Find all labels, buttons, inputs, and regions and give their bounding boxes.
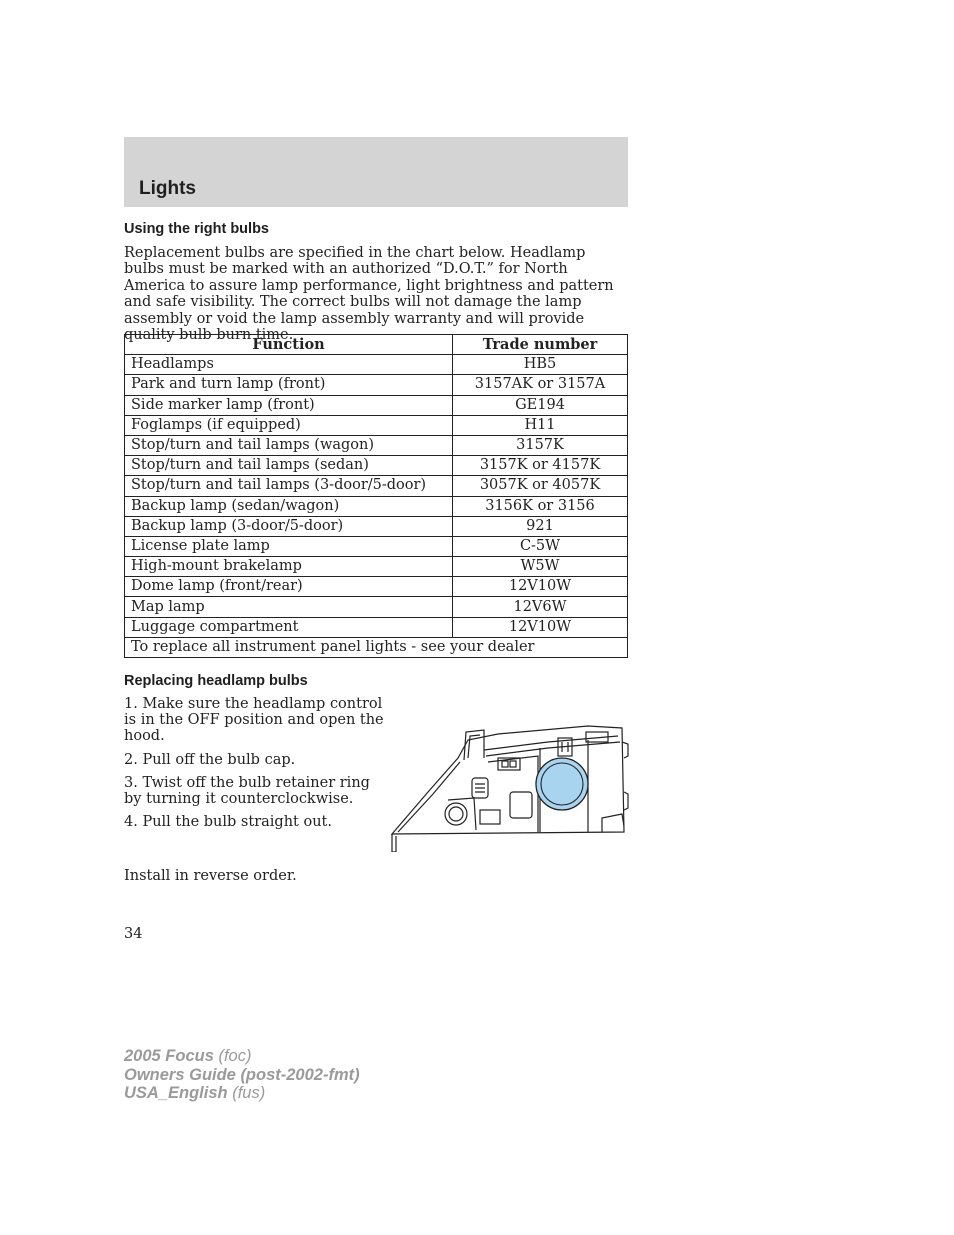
function-cell: Headlamps bbox=[125, 355, 453, 375]
bulb-chart-table bbox=[124, 334, 628, 658]
trade-number-cell: 12V10W bbox=[453, 577, 628, 597]
headlamp-assembly-illustration bbox=[388, 722, 630, 852]
function-cell: Dome lamp (front/rear) bbox=[125, 577, 453, 597]
function-cell: Backup lamp (sedan/wagon) bbox=[125, 496, 453, 516]
trade-number-cell: HB5 bbox=[453, 355, 628, 375]
trade-number-cell: GE194 bbox=[453, 395, 628, 415]
trade-number-cell: 3157AK or 3157A bbox=[453, 375, 628, 395]
step-3: 3. Twist off the bulb retainer ring by turning it counterclockwise. bbox=[124, 774, 370, 808]
function-cell: Park and turn lamp (front) bbox=[125, 375, 453, 395]
trade-number-cell: 3157K bbox=[453, 435, 628, 455]
document-footer bbox=[124, 1047, 360, 1103]
function-cell: Backup lamp (3-door/5-door) bbox=[125, 516, 453, 536]
step-1: 1. Make sure the headlamp control is in the OFF position and open the hood. bbox=[124, 696, 384, 745]
column-header-trade-number: Trade number bbox=[453, 335, 628, 355]
section-header-band bbox=[124, 137, 628, 207]
table-row bbox=[125, 536, 628, 556]
table-footnote: To replace all instrument panel lights - see your dealer bbox=[125, 637, 628, 657]
replacement-steps bbox=[124, 696, 384, 837]
function-cell: Side marker lamp (front) bbox=[125, 395, 453, 415]
footer-language: USA_English bbox=[124, 1084, 228, 1102]
table-row bbox=[125, 435, 628, 455]
intro-paragraph: Replacement bulbs are specified in the chart below. Headlamp bulbs must be marked with an authorized “D.O.T.” for North America to assure lamp performance, light brightness and pattern and safe visibility. The correct bulbs will not damage the lamp assembly or void the lamp assembly warranty and will provide quality bulb burn time. bbox=[124, 245, 614, 344]
function-cell: Foglamps (if equipped) bbox=[125, 415, 453, 435]
table-header-row bbox=[125, 335, 628, 355]
table-row bbox=[125, 395, 628, 415]
function-cell: Stop/turn and tail lamps (3-door/5-door) bbox=[125, 476, 453, 496]
table-row bbox=[125, 577, 628, 597]
table-row bbox=[125, 597, 628, 617]
function-cell: Stop/turn and tail lamps (sedan) bbox=[125, 456, 453, 476]
function-cell: Luggage compartment bbox=[125, 617, 453, 637]
function-cell: High-mount brakelamp bbox=[125, 557, 453, 577]
table-row bbox=[125, 557, 628, 577]
table-row bbox=[125, 617, 628, 637]
table-row bbox=[125, 375, 628, 395]
table-row bbox=[125, 415, 628, 435]
heading-replacing-headlamp-bulbs: Replacing headlamp bulbs bbox=[124, 673, 308, 689]
table-footnote-row bbox=[125, 637, 628, 657]
footer-guide: Owners Guide (post-2002-fmt) bbox=[124, 1065, 360, 1084]
function-cell: License plate lamp bbox=[125, 536, 453, 556]
table-row bbox=[125, 456, 628, 476]
footer-language-code: (fus) bbox=[227, 1084, 266, 1102]
page-title: Lights bbox=[139, 178, 196, 199]
page-number: 34 bbox=[124, 926, 143, 942]
trade-number-cell: C-5W bbox=[453, 536, 628, 556]
step-2: 2. Pull off the bulb cap. bbox=[124, 751, 296, 768]
trade-number-cell: 3157K or 4157K bbox=[453, 456, 628, 476]
footer-model: 2005 Focus bbox=[124, 1047, 214, 1065]
table-row bbox=[125, 355, 628, 375]
column-header-function: Function bbox=[125, 335, 453, 355]
heading-using-right-bulbs: Using the right bulbs bbox=[124, 221, 269, 237]
trade-number-cell: 12V10W bbox=[453, 617, 628, 637]
function-cell: Stop/turn and tail lamps (wagon) bbox=[125, 435, 453, 455]
function-cell: Map lamp bbox=[125, 597, 453, 617]
footer-model-code: (foc) bbox=[213, 1047, 252, 1065]
trade-number-cell: 3057K or 4057K bbox=[453, 476, 628, 496]
trade-number-cell: 921 bbox=[453, 516, 628, 536]
trade-number-cell: 12V6W bbox=[453, 597, 628, 617]
table-row bbox=[125, 476, 628, 496]
table-row bbox=[125, 496, 628, 516]
trade-number-cell: 3156K or 3156 bbox=[453, 496, 628, 516]
step-4: 4. Pull the bulb straight out. bbox=[124, 814, 332, 831]
trade-number-cell: W5W bbox=[453, 557, 628, 577]
install-note: Install in reverse order. bbox=[124, 868, 297, 884]
trade-number-cell: H11 bbox=[453, 415, 628, 435]
table-row bbox=[125, 516, 628, 536]
